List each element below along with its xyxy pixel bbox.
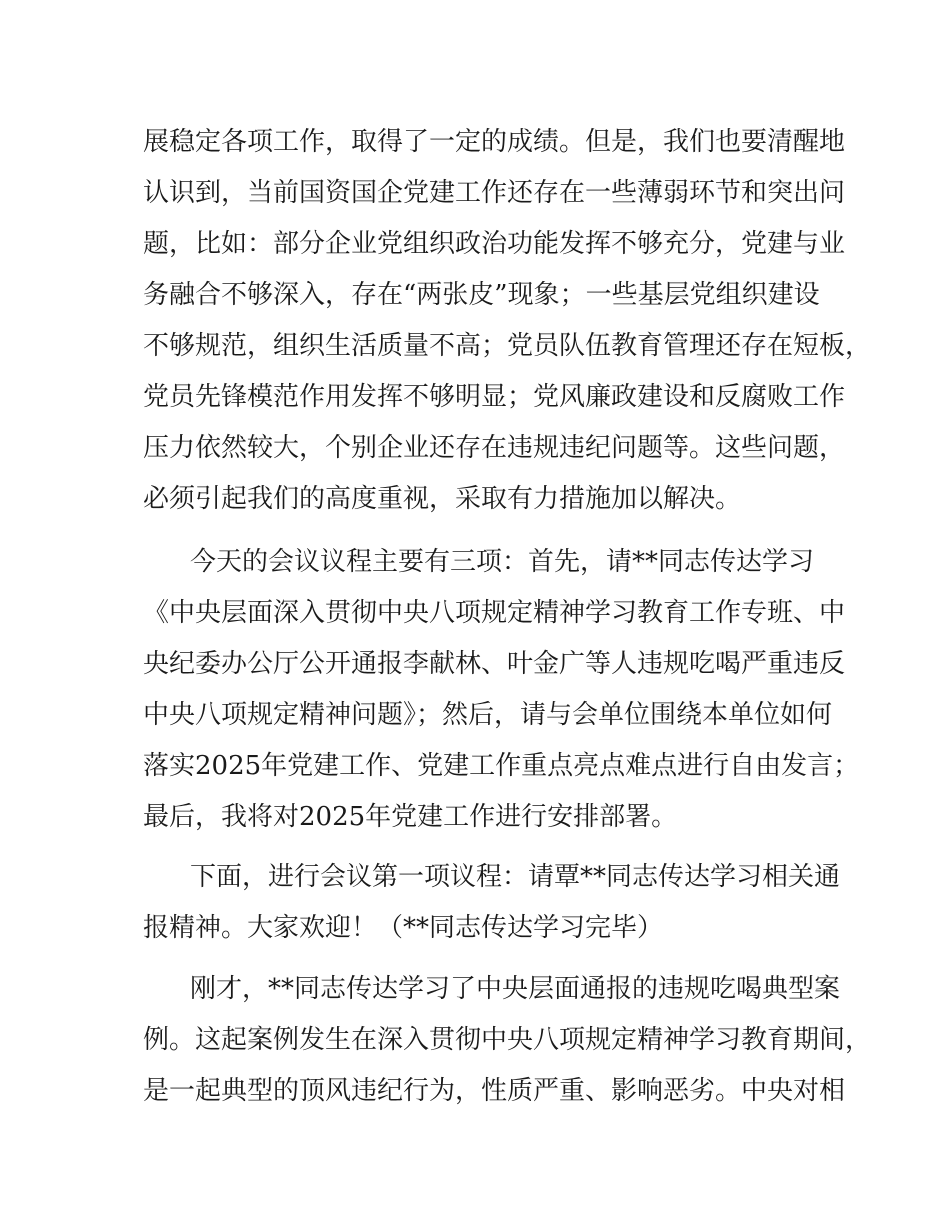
text-line: 下面，进行会议第一项议程：请覃**同志传达学习相关通 <box>190 862 841 892</box>
text-line: 《中央层面深入贯彻中央八项规定精神学习教育工作专班、中 <box>143 598 846 628</box>
text-line: 展稳定各项工作，取得了一定的成绩。但是，我们也要清醒地 <box>143 127 846 157</box>
text-line: 刚才，**同志传达学习了中央层面通报的违规吃喝典型案 <box>190 974 841 1004</box>
text-line: 报精神。大家欢迎！（**同志传达学习完毕） <box>143 913 664 943</box>
text-line: 党员先锋模范作用发挥不够明显；党风廉政建设和反腐败工作 <box>143 382 846 412</box>
text-line: 是一起典型的顶风违纪行为，性质严重、影响恶劣。中央对相 <box>143 1076 846 1106</box>
text-line: 今天的会议议程主要有三项：首先，请**同志传达学习 <box>190 547 815 577</box>
text-line: 题，比如：部分企业党组织政治功能发挥不够充分，党建与业 <box>143 229 846 259</box>
text-line: 中央八项规定精神问题》；然后，请与会单位围绕本单位如何 <box>143 700 833 730</box>
text-line: 例。这起案例发生在深入贯彻中央八项规定精神学习教育期间， <box>143 1025 872 1055</box>
text-line: 务融合不够深入，存在“两张皮”现象；一些基层党组织建设 <box>143 280 820 310</box>
text-line: 认识到，当前国资国企党建工作还存在一些薄弱环节和突出问 <box>143 178 846 208</box>
text-line: 不够规范，组织生活质量不高；党员队伍教育管理还存在短板， <box>143 331 872 361</box>
text-line: 压力依然较大，个别企业还存在违规违纪问题等。这些问题， <box>143 433 846 463</box>
text-line: 必须引起我们的高度重视，采取有力措施加以解决。 <box>143 484 742 514</box>
text-line: 落实2025年党建工作、党建工作重点亮点难点进行自由发言； <box>143 751 860 781</box>
text-line: 最后，我将对2025年党建工作进行安排部署。 <box>143 802 678 832</box>
text-line: 央纪委办公厅公开通报李献林、叶金广等人违规吃喝严重违反 <box>143 649 846 679</box>
